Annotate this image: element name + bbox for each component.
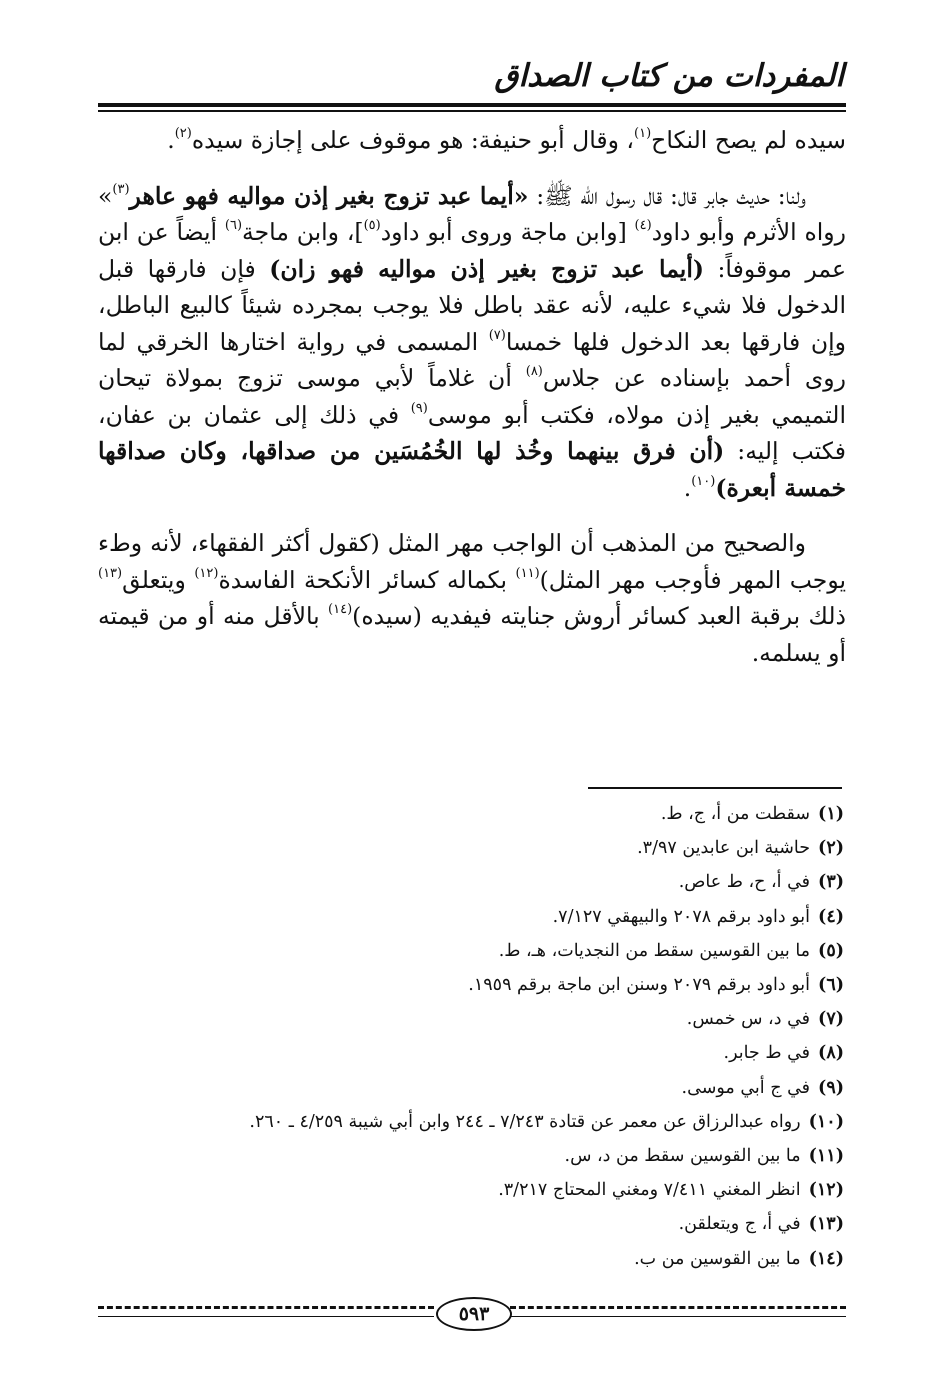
text-run: أيضاً عن ابن عمر موقوفاً: (98, 218, 847, 283)
text-run: بكماله كسائر الأنكحة الفاسدة (218, 565, 516, 594)
text-run: فإن فارقها قبل الدخول فلا شيء عليه، لأنه عقد باطل فلا يوجب بمجرده شيئاً كالبيع الباطل، وإن فارقها بعد الدخول فلها خمسا (98, 254, 846, 356)
main-text (98, 122, 846, 671)
footnote-text: في ط جابر. (723, 1043, 811, 1064)
footnotes (104, 797, 844, 1276)
footnote-text: ما بين القوسين من ب. (634, 1248, 801, 1269)
footnote-ref: (١٢) (194, 565, 219, 581)
footnote-item (104, 1242, 844, 1276)
footnote-item (104, 968, 844, 1002)
text-run: [وابن ماجة وروى أبو داود (380, 218, 635, 246)
footnote-number: (٣) (818, 872, 844, 893)
footnote-ref: (٣) (112, 181, 130, 197)
text-run: » رواه الأثرم وأبو داود (98, 181, 846, 246)
footnote-item (104, 1105, 844, 1139)
text-run: أن غلاماً لأبي موسى تزوج بمولاة تيحان التميمي بغير إذن مولاه، فكتب أبو موسى (98, 364, 846, 429)
footnote-ref: (١٠) (691, 473, 716, 489)
hadith-quote: (أن فرق بينهما وخُذ لها الخُمُسَين من صداقها، وكان صداقها خمسة أبعرة) (98, 437, 846, 502)
footnote-number: (٩) (818, 1077, 844, 1098)
footnote-text: أبو داود برقم ٢٠٧٩ وسنن ابن ماجة برقم ١٩٥٩. (468, 975, 811, 996)
text-run: سيده لم يصح النكاح (651, 126, 846, 154)
footnote-item (104, 865, 844, 899)
footnote-ref: (٧) (488, 327, 506, 343)
footnote-text: انظر المغني ٧/٤١١ ومغني المحتاج ٣/٢١٧. (498, 1180, 801, 1201)
footnote-item (104, 1139, 844, 1173)
footnote-text: ما بين القوسين سقط من د، س. (564, 1146, 801, 1167)
footer-rule-solid (510, 1316, 846, 1317)
paragraph-3 (98, 525, 846, 671)
footnote-ref: (٩) (410, 400, 428, 416)
footnote-number: (١٠) (808, 1111, 844, 1132)
footnote-number: (١٢) (808, 1180, 844, 1201)
footnote-item (104, 1002, 844, 1036)
text-run: ولنا: حديث جابر قال: قال رسول الله ﷺ: (528, 181, 806, 210)
footnote-number: (٤) (818, 906, 844, 927)
paragraph-2 (98, 178, 846, 507)
text-run: المسمى في رواية اختارها الخرقي لما روى أحمد بإسناده عن جلاس (98, 327, 847, 392)
footnote-item (104, 797, 844, 831)
footnote-text: حاشية ابن عابدين ٣/٩٧. (637, 838, 811, 859)
footnote-text: سقطت من أ، ج، ط. (660, 804, 811, 824)
text-run: ويتعلق (122, 565, 195, 594)
running-header: المفردات من كتاب الصداق (494, 58, 844, 94)
footnote-ref: (١) (634, 125, 652, 141)
footnote-ref: (١١) (515, 565, 540, 581)
footnote-ref: (٤) (634, 217, 652, 233)
footnote-item (104, 1173, 844, 1207)
header-rule-thick (98, 103, 846, 107)
text-run: في ذلك إلى عثمان بن عفان، فكتب إليه: (98, 400, 846, 465)
footnote-number: (٢) (818, 838, 844, 859)
footnote-number: (١) (818, 804, 844, 824)
page-number: ٥٩٣ (436, 1297, 512, 1331)
footnote-item (104, 831, 844, 865)
footnote-ref: (٦) (224, 217, 243, 233)
text-run: . (167, 126, 175, 154)
footnote-item (104, 1207, 844, 1241)
footnote-number: (٥) (818, 940, 844, 961)
paragraph-1 (98, 122, 846, 159)
footnote-ref: (٨) (525, 363, 543, 379)
footnote-text: ما بين القوسين سقط من النجديات، هـ، ط. (498, 940, 811, 961)
footnote-item (104, 1036, 844, 1070)
footnote-number: (١٣) (808, 1214, 844, 1235)
footnote-text: رواه عبدالرزاق عن معمر عن قتادة ٧/٢٤٣ ـ ٢٤٤ وابن أبي شيبة ٤/٢٥٩ ـ ٢٦٠. (249, 1111, 801, 1132)
footnote-number: (٨) (818, 1043, 844, 1064)
footer-rule-dashed (98, 1306, 434, 1309)
footnote-ref: (٥) (363, 217, 381, 233)
footnote-text: في د، س خمس. (686, 1009, 811, 1030)
footnote-number: (١١) (808, 1146, 844, 1167)
footer-rule-solid (98, 1316, 434, 1317)
text-run: والصحيح من المذهب أن الواجب مهر المثل (كقول أكثر الفقهاء، لأنه وطء يوجب المهر فأوجب مهر المثل) (98, 529, 846, 594)
text-run: ، وقال أبو حنيفة: هو موقوف على إجازة سيده (191, 126, 635, 154)
footnote-separator (588, 787, 842, 789)
footnote-number: (١٤) (808, 1248, 844, 1269)
hadith-quote: «أيما عبد تزوج بغير إذن مواليه فهو عاهر (129, 181, 529, 210)
footnote-item (104, 900, 844, 934)
header-rule-thin (98, 110, 846, 112)
text-run: . (683, 473, 692, 502)
footnote-item (104, 934, 844, 968)
footnote-number: (٦) (818, 975, 844, 996)
footnote-text: في ج أبي موسى. (681, 1077, 811, 1098)
footnote-item (104, 1071, 844, 1105)
footnote-text: في أ، ج ويتعلقن. (678, 1214, 801, 1235)
footnote-ref: (١٣) (98, 565, 123, 581)
footnote-text: في أ، ح، ط عاص. (678, 872, 811, 893)
footnote-number: (٧) (818, 1009, 844, 1030)
footnote-text: أبو داود برقم ٢٠٧٨ والبيهقي ٧/١٢٧. (552, 906, 811, 927)
text-run: ]، وابن ماجة (242, 218, 364, 246)
footnote-ref: (٢) (174, 125, 192, 141)
text-run: ذلك برقبة العبد كسائر أروش جنايته فيفديه (سيده) (352, 602, 846, 630)
footnote-ref: (١٤) (328, 601, 353, 617)
text-run: بالأقل منه أو من قيمته أو يسلمه. (98, 602, 846, 667)
hadith-quote: (أيما عبد تزوج بغير إذن مواليه فهو زان) (269, 254, 704, 283)
footer-rule-dashed (510, 1306, 846, 1309)
